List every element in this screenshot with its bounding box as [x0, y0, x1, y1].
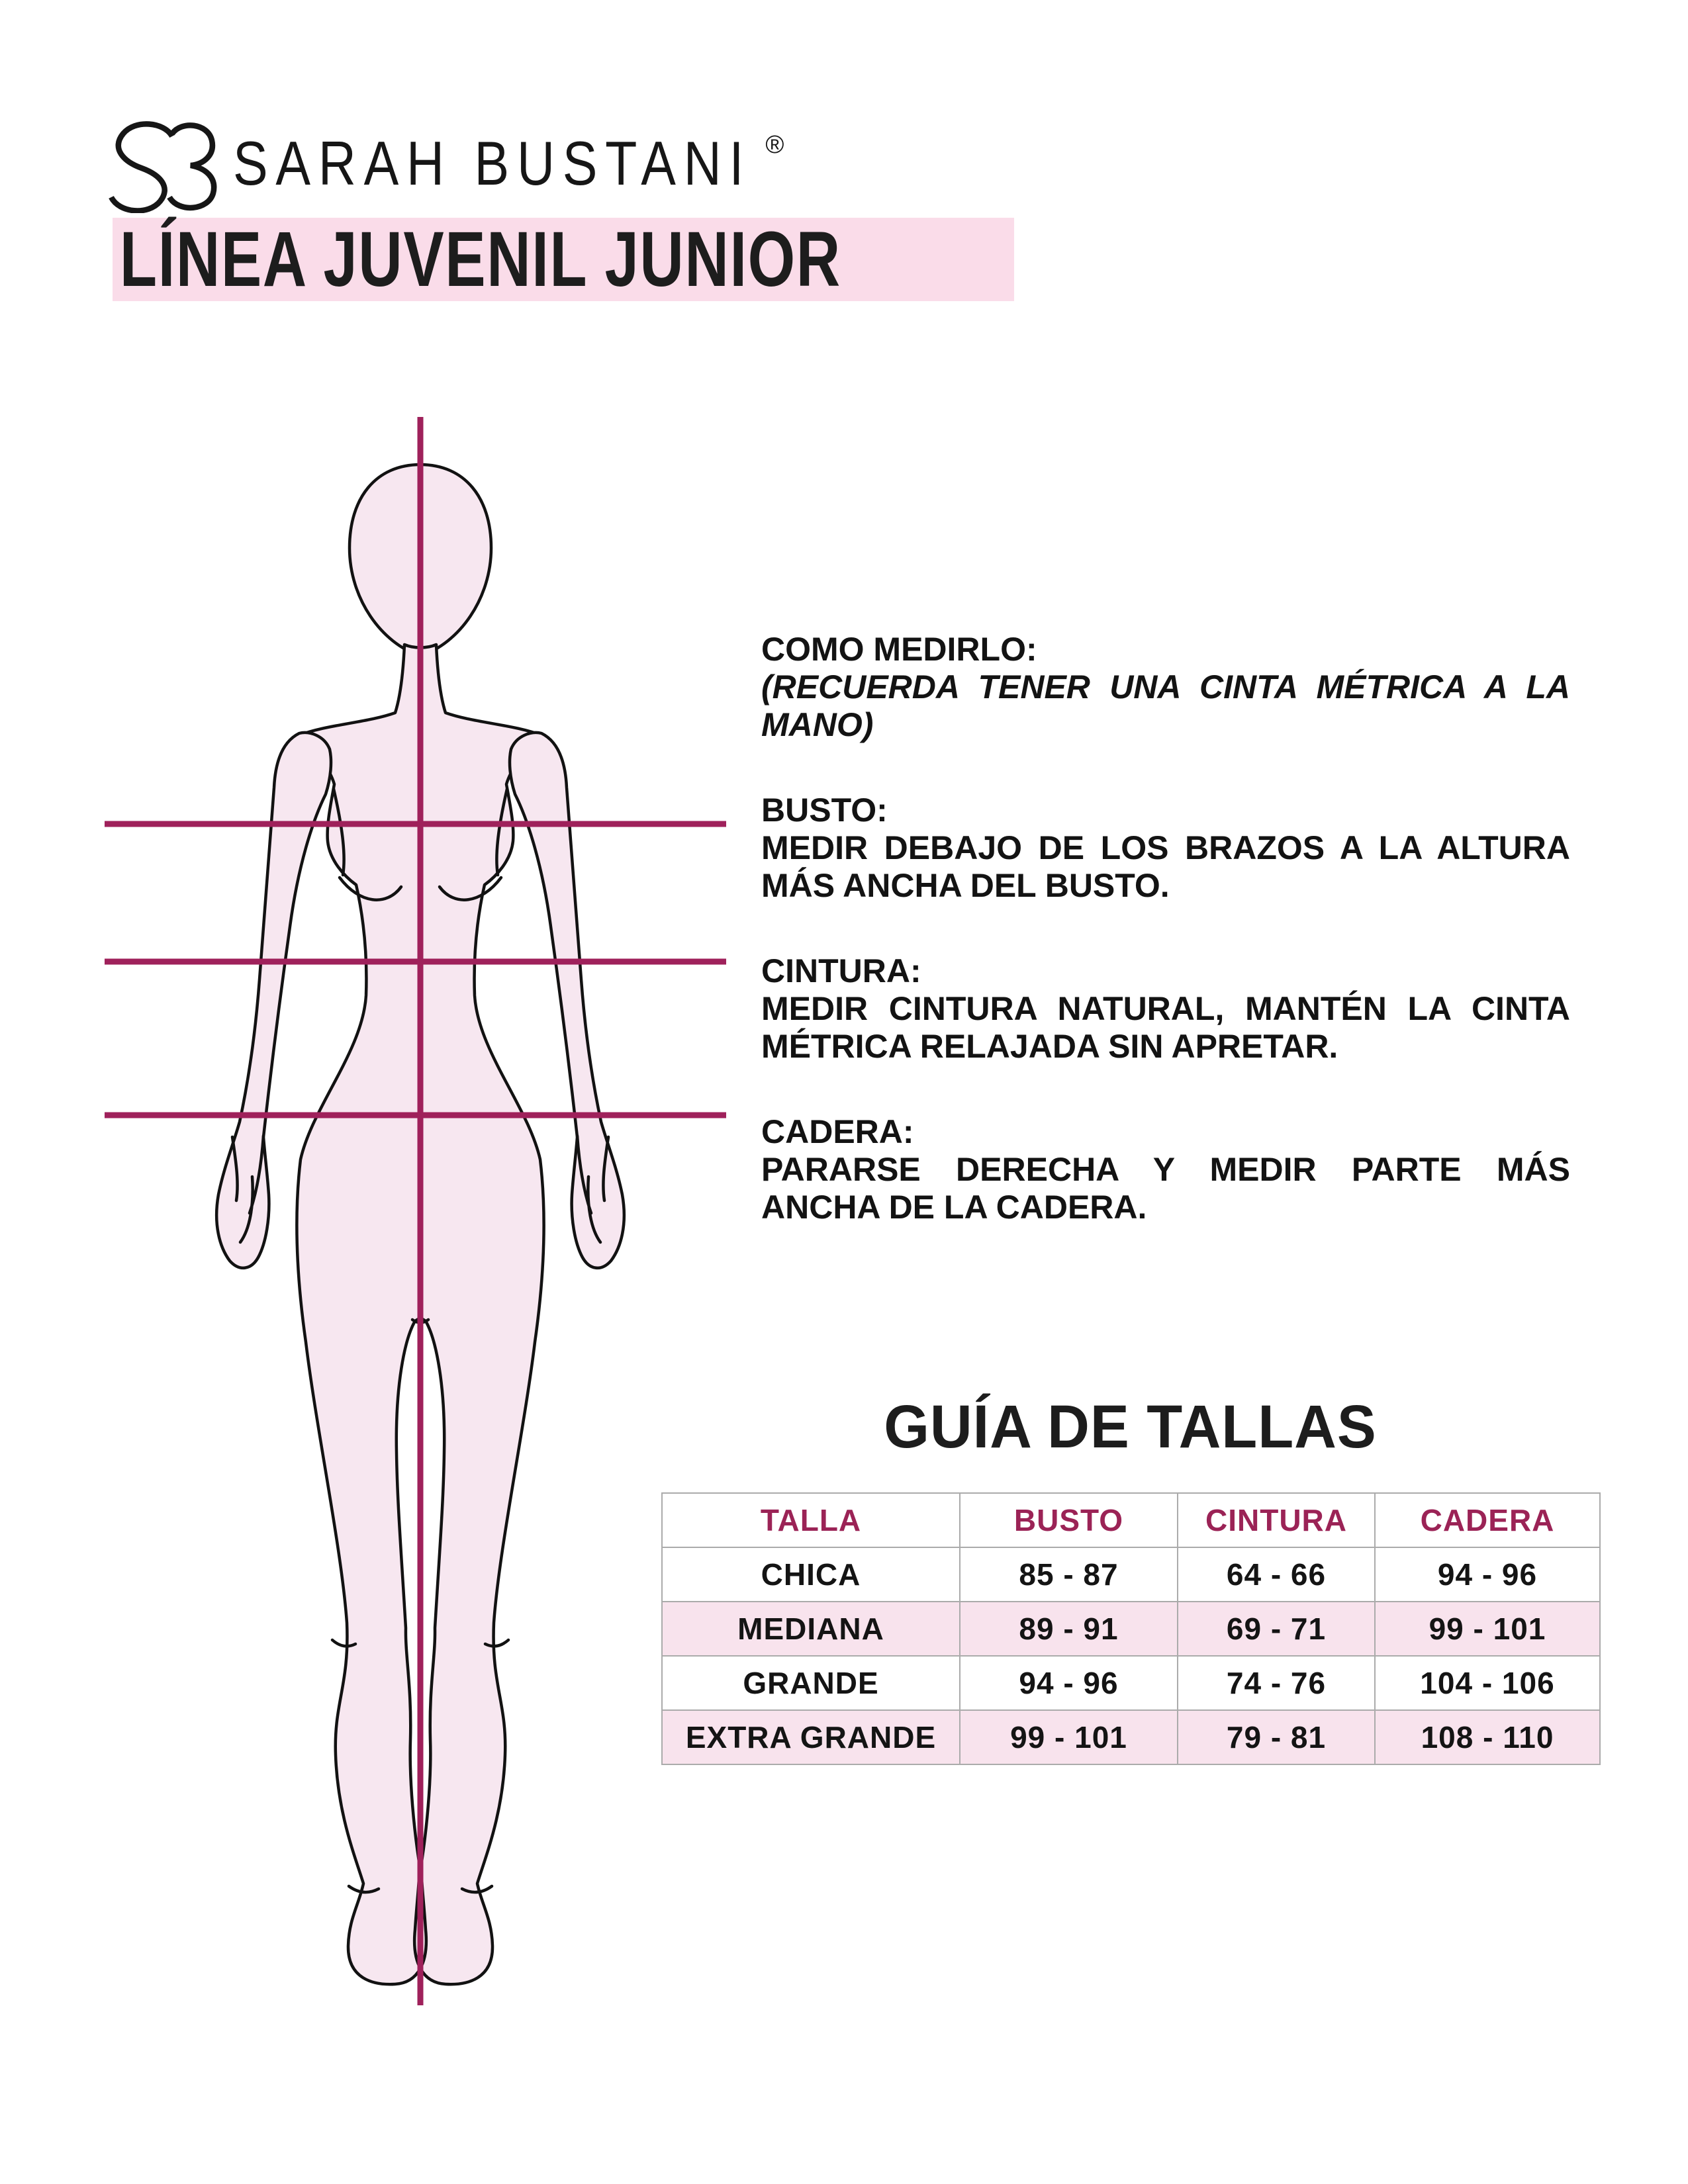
instruction-intro	[761, 631, 1570, 744]
mannequin-figure	[66, 397, 781, 2025]
cell-busto: 99 - 101	[960, 1710, 1178, 1764]
title-banner	[113, 218, 1014, 301]
intro-note-line1: (RECUERDA TENER UNA CINTA MÉTRICA A LA	[761, 668, 1570, 705]
column-header-cadera: CADERA	[1375, 1493, 1600, 1547]
column-header-talla: TALLA	[662, 1493, 960, 1547]
cell-busto: 89 - 91	[960, 1602, 1178, 1656]
cell-cintura: 69 - 71	[1178, 1602, 1375, 1656]
cell-cintura: 79 - 81	[1178, 1710, 1375, 1764]
column-header-cintura: CINTURA	[1178, 1493, 1375, 1547]
cell-cadera: 108 - 110	[1375, 1710, 1600, 1764]
table-row-mediana	[662, 1602, 1600, 1656]
table-row-grande	[662, 1656, 1600, 1710]
size-guide-title: GUÍA DE TALLAS	[884, 1393, 1377, 1461]
column-header-busto: BUSTO	[960, 1493, 1178, 1547]
monogram-s-stroke	[111, 124, 172, 210]
cell-cintura: 64 - 66	[1178, 1547, 1375, 1602]
cell-cintura: 74 - 76	[1178, 1656, 1375, 1710]
page-title: LÍNEA JUVENIL JUNIOR	[119, 216, 841, 303]
registered-mark: ®	[765, 130, 784, 159]
brand-name: SARAH BUSTANI	[233, 128, 752, 198]
cintura-line1: MEDIR CINTURA NATURAL, MANTÉN LA CINTA	[761, 990, 1570, 1027]
cell-cadera: 99 - 101	[1375, 1602, 1600, 1656]
cintura-line2: MÉTRICA RELAJADA SIN APRETAR.	[761, 1028, 1338, 1065]
cintura-heading: CINTURA:	[761, 952, 921, 989]
cell-busto: 94 - 96	[960, 1656, 1178, 1710]
busto-heading: BUSTO:	[761, 792, 888, 829]
cadera-line1: PARARSE DERECHA Y MEDIR PARTE MÁS	[761, 1151, 1570, 1188]
busto-line1: MEDIR DEBAJO DE LOS BRAZOS A LA ALTURA	[761, 829, 1570, 866]
size-table-header-row	[662, 1493, 1600, 1547]
instruction-cadera	[761, 1113, 1570, 1226]
monogram-b-stroke	[169, 125, 214, 208]
table-row-extra-grande	[662, 1710, 1600, 1764]
cell-talla: MEDIANA	[662, 1602, 960, 1656]
cell-cadera: 104 - 106	[1375, 1656, 1600, 1710]
cell-cadera: 94 - 96	[1375, 1547, 1600, 1602]
sb-monogram-icon	[94, 114, 226, 213]
instruction-cintura	[761, 952, 1570, 1066]
intro-heading: COMO MEDIRLO:	[761, 631, 1037, 668]
table-row-chica	[662, 1547, 1600, 1602]
brand-row	[233, 120, 868, 206]
cell-busto: 85 - 87	[960, 1547, 1178, 1602]
measuring-instructions	[761, 631, 1570, 1274]
cadera-heading: CADERA:	[761, 1113, 914, 1150]
instruction-busto	[761, 792, 1570, 905]
size-table	[661, 1492, 1601, 1765]
cell-talla: EXTRA GRANDE	[662, 1710, 960, 1764]
busto-line2: MÁS ANCHA DEL BUSTO.	[761, 867, 1170, 904]
cadera-line2: ANCHA DE LA CADERA.	[761, 1189, 1147, 1226]
cell-talla: GRANDE	[662, 1656, 960, 1710]
cell-talla: CHICA	[662, 1547, 960, 1602]
intro-note-line2: MANO)	[761, 706, 874, 743]
